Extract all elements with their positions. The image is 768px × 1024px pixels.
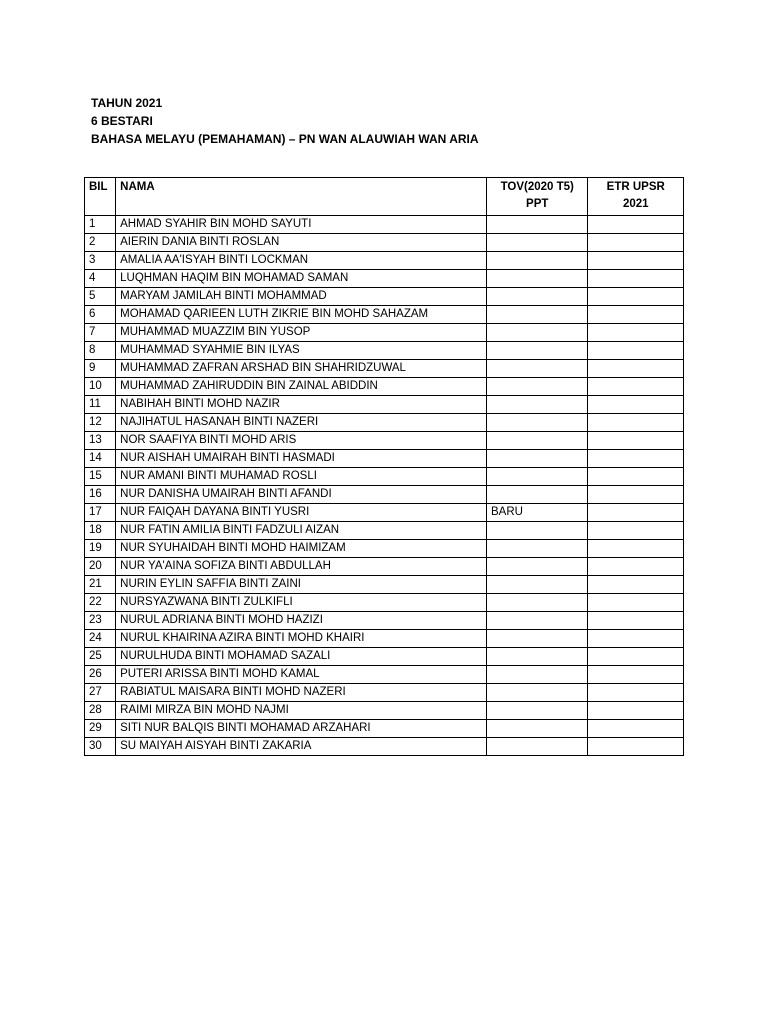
cell-bil: 19 xyxy=(85,540,116,558)
table-row xyxy=(85,450,684,468)
table-row xyxy=(85,720,684,738)
table-body xyxy=(85,216,684,756)
cell-tov xyxy=(486,684,588,702)
cell-nama: NURIN EYLIN SAFFIA BINTI ZAINI xyxy=(116,576,487,594)
cell-bil: 28 xyxy=(85,702,116,720)
column-header-nama: NAMA xyxy=(116,178,487,216)
cell-tov xyxy=(486,324,588,342)
table-header xyxy=(85,178,684,216)
cell-bil: 18 xyxy=(85,522,116,540)
cell-bil: 10 xyxy=(85,378,116,396)
cell-nama: NURULHUDA BINTI MOHAMAD SAZALI xyxy=(116,648,487,666)
cell-bil: 2 xyxy=(85,234,116,252)
cell-nama: PUTERI ARISSA BINTI MOHD KAMAL xyxy=(116,666,487,684)
document-header xyxy=(91,94,479,148)
cell-tov xyxy=(486,522,588,540)
cell-nama: NUR FAIQAH DAYANA BINTI YUSRI xyxy=(116,504,487,522)
cell-etr xyxy=(588,648,684,666)
cell-tov xyxy=(486,648,588,666)
cell-tov xyxy=(486,414,588,432)
cell-nama: RABIATUL MAISARA BINTI MOHD NAZERI xyxy=(116,684,487,702)
table-row xyxy=(85,414,684,432)
cell-nama: SU MAIYAH AISYAH BINTI ZAKARIA xyxy=(116,738,487,756)
column-header-tov-line2: PPT xyxy=(526,198,549,210)
cell-etr xyxy=(588,252,684,270)
cell-nama: NUR FATIN AMILIA BINTI FADZULI AIZAN xyxy=(116,522,487,540)
cell-tov xyxy=(486,666,588,684)
cell-nama: MARYAM JAMILAH BINTI MOHAMMAD xyxy=(116,288,487,306)
cell-bil: 26 xyxy=(85,666,116,684)
cell-etr xyxy=(588,360,684,378)
table-row xyxy=(85,342,684,360)
cell-tov xyxy=(486,738,588,756)
cell-bil: 24 xyxy=(85,630,116,648)
column-header-tov xyxy=(486,178,588,216)
column-header-etr xyxy=(588,178,684,216)
cell-nama: MUHAMMAD ZAHIRUDDIN BIN ZAINAL ABIDDIN xyxy=(116,378,487,396)
cell-tov xyxy=(486,270,588,288)
cell-tov: BARU xyxy=(486,504,588,522)
student-table xyxy=(84,177,684,756)
cell-nama: MUHAMMAD ZAFRAN ARSHAD BIN SHAHRIDZUWAL xyxy=(116,360,487,378)
cell-bil: 9 xyxy=(85,360,116,378)
cell-tov xyxy=(486,576,588,594)
cell-bil: 11 xyxy=(85,396,116,414)
cell-etr xyxy=(588,702,684,720)
cell-tov xyxy=(486,342,588,360)
year-heading: TAHUN 2021 xyxy=(91,96,163,110)
cell-etr xyxy=(588,612,684,630)
cell-bil: 4 xyxy=(85,270,116,288)
cell-bil: 27 xyxy=(85,684,116,702)
cell-nama: SITI NUR BALQIS BINTI MOHAMAD ARZAHARI xyxy=(116,720,487,738)
column-header-etr-line2: 2021 xyxy=(622,198,649,210)
cell-tov xyxy=(486,234,588,252)
cell-etr xyxy=(588,342,684,360)
cell-etr xyxy=(588,468,684,486)
cell-nama: MUHAMMAD SYAHMIE BIN ILYAS xyxy=(116,342,487,360)
cell-etr xyxy=(588,540,684,558)
cell-etr xyxy=(588,684,684,702)
cell-nama: AIERIN DANIA BINTI ROSLAN xyxy=(116,234,487,252)
cell-etr xyxy=(588,396,684,414)
cell-tov xyxy=(486,288,588,306)
cell-nama: MUHAMMAD MUAZZIM BIN YUSOP xyxy=(116,324,487,342)
table-row xyxy=(85,576,684,594)
cell-etr xyxy=(588,324,684,342)
cell-etr xyxy=(588,594,684,612)
table-row xyxy=(85,324,684,342)
cell-etr xyxy=(588,522,684,540)
cell-tov xyxy=(486,252,588,270)
cell-bil: 5 xyxy=(85,288,116,306)
cell-nama: LUQHMAN HAQIM BIN MOHAMAD SAMAN xyxy=(116,270,487,288)
cell-nama: NURSYAZWANA BINTI ZULKIFLI xyxy=(116,594,487,612)
column-header-tov-line1: TOV(2020 T5) xyxy=(500,181,574,193)
cell-etr xyxy=(588,288,684,306)
table-row xyxy=(85,270,684,288)
cell-etr xyxy=(588,720,684,738)
cell-nama: NUR AMANI BINTI MUHAMAD ROSLI xyxy=(116,468,487,486)
cell-tov xyxy=(486,558,588,576)
subject-heading: BAHASA MELAYU (PEMAHAMAN) – PN WAN ALAUWIAH WAN ARIA xyxy=(91,132,479,146)
cell-etr xyxy=(588,738,684,756)
table-row xyxy=(85,216,684,234)
cell-tov xyxy=(486,432,588,450)
cell-bil: 22 xyxy=(85,594,116,612)
cell-bil: 30 xyxy=(85,738,116,756)
table-row xyxy=(85,558,684,576)
cell-nama: NURUL KHAIRINA AZIRA BINTI MOHD KHAIRI xyxy=(116,630,487,648)
table-row xyxy=(85,288,684,306)
cell-nama: NURUL ADRIANA BINTI MOHD HAZIZI xyxy=(116,612,487,630)
cell-tov xyxy=(486,306,588,324)
cell-etr xyxy=(588,450,684,468)
cell-bil: 20 xyxy=(85,558,116,576)
cell-bil: 13 xyxy=(85,432,116,450)
table-row xyxy=(85,630,684,648)
cell-tov xyxy=(486,360,588,378)
table-row xyxy=(85,522,684,540)
cell-tov xyxy=(486,540,588,558)
table-row xyxy=(85,306,684,324)
cell-etr xyxy=(588,306,684,324)
cell-etr xyxy=(588,630,684,648)
table-row xyxy=(85,738,684,756)
cell-bil: 25 xyxy=(85,648,116,666)
table-row xyxy=(85,252,684,270)
table-row xyxy=(85,486,684,504)
header-row xyxy=(85,178,684,216)
cell-etr xyxy=(588,270,684,288)
table-row xyxy=(85,396,684,414)
cell-nama: MOHAMAD QARIEEN LUTH ZIKRIE BIN MOHD SAHAZAM xyxy=(116,306,487,324)
cell-bil: 7 xyxy=(85,324,116,342)
cell-etr xyxy=(588,486,684,504)
cell-tov xyxy=(486,594,588,612)
cell-nama: NUR YA'AINA SOFIZA BINTI ABDULLAH xyxy=(116,558,487,576)
table-row xyxy=(85,234,684,252)
cell-nama: RAIMI MIRZA BIN MOHD NAJMI xyxy=(116,702,487,720)
cell-nama: NUR SYUHAIDAH BINTI MOHD HAIMIZAM xyxy=(116,540,487,558)
cell-tov xyxy=(486,216,588,234)
cell-bil: 3 xyxy=(85,252,116,270)
cell-nama: NAJIHATUL HASANAH BINTI NAZERI xyxy=(116,414,487,432)
class-heading: 6 BESTARI xyxy=(91,114,153,128)
cell-bil: 12 xyxy=(85,414,116,432)
cell-tov xyxy=(486,378,588,396)
table-row xyxy=(85,360,684,378)
cell-bil: 17 xyxy=(85,504,116,522)
table-row xyxy=(85,540,684,558)
cell-tov xyxy=(486,486,588,504)
cell-nama: NABIHAH BINTI MOHD NAZIR xyxy=(116,396,487,414)
table-row xyxy=(85,648,684,666)
cell-bil: 21 xyxy=(85,576,116,594)
cell-tov xyxy=(486,612,588,630)
cell-nama: NOR SAAFIYA BINTI MOHD ARIS xyxy=(116,432,487,450)
table-row xyxy=(85,594,684,612)
cell-tov xyxy=(486,630,588,648)
cell-etr xyxy=(588,666,684,684)
cell-nama: NUR AISHAH UMAIRAH BINTI HASMADI xyxy=(116,450,487,468)
table-row xyxy=(85,504,684,522)
table-row xyxy=(85,432,684,450)
cell-nama: NUR DANISHA UMAIRAH BINTI AFANDI xyxy=(116,486,487,504)
cell-bil: 23 xyxy=(85,612,116,630)
cell-bil: 15 xyxy=(85,468,116,486)
cell-bil: 1 xyxy=(85,216,116,234)
table-row xyxy=(85,612,684,630)
cell-tov xyxy=(486,720,588,738)
cell-etr xyxy=(588,216,684,234)
column-header-bil: BIL xyxy=(85,178,116,216)
cell-bil: 14 xyxy=(85,450,116,468)
cell-nama: AMALIA AA'ISYAH BINTI LOCKMAN xyxy=(116,252,487,270)
cell-tov xyxy=(486,396,588,414)
column-header-etr-line1: ETR UPSR xyxy=(606,181,665,193)
cell-etr xyxy=(588,504,684,522)
table-row xyxy=(85,468,684,486)
table-row xyxy=(85,378,684,396)
cell-bil: 16 xyxy=(85,486,116,504)
cell-nama: AHMAD SYAHIR BIN MOHD SAYUTI xyxy=(116,216,487,234)
cell-etr xyxy=(588,414,684,432)
cell-tov xyxy=(486,702,588,720)
cell-etr xyxy=(588,576,684,594)
table-row xyxy=(85,666,684,684)
table-row xyxy=(85,702,684,720)
cell-tov xyxy=(486,450,588,468)
cell-bil: 29 xyxy=(85,720,116,738)
cell-etr xyxy=(588,558,684,576)
cell-etr xyxy=(588,432,684,450)
cell-bil: 6 xyxy=(85,306,116,324)
table-row xyxy=(85,684,684,702)
cell-bil: 8 xyxy=(85,342,116,360)
cell-tov xyxy=(486,468,588,486)
cell-etr xyxy=(588,378,684,396)
cell-etr xyxy=(588,234,684,252)
